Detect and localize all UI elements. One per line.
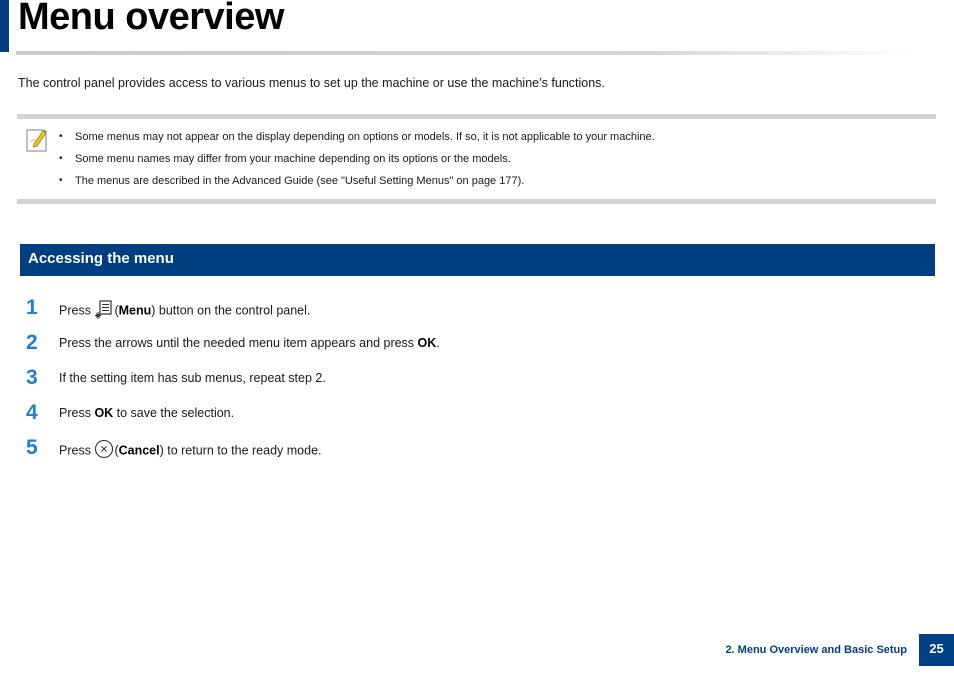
note-list: [59, 126, 655, 192]
note-item: • Some menus may not appear on the display depending on options or models. If so, it is not applicable to your machine.: [59, 126, 655, 148]
step-keyword: OK: [417, 336, 437, 350]
footer-chapter: 2. Menu Overview and Basic Setup: [725, 644, 907, 656]
section-title: Accessing the menu: [28, 250, 174, 267]
step-text: [59, 336, 440, 350]
step-text-prefix: Press: [59, 406, 95, 420]
step-text-suffix: ) button on the control panel.: [151, 303, 311, 318]
cancel-icon: [94, 439, 114, 459]
note-item: • Some menu names may differ from your machine depending on its options or the models.: [59, 148, 655, 170]
note-pencil-icon: [24, 126, 50, 154]
intro-paragraph: The control panel provides access to various menus to set up the machine or use the machine’s functions.: [18, 76, 605, 90]
step-number: 5: [26, 436, 38, 459]
step-number: 4: [26, 401, 38, 424]
step-open-paren: (: [114, 443, 119, 458]
step-text-suffix: .: [436, 336, 440, 350]
menu-icon: [94, 299, 114, 319]
note-box: [17, 114, 936, 204]
step-text: [59, 406, 234, 420]
step-text: [59, 441, 322, 461]
step-text-prefix: Press: [59, 443, 91, 458]
note-item: • The menus are described in the Advanced Guide (see "Useful Setting Menus" on page 177).: [59, 170, 655, 192]
step-number: 1: [26, 296, 38, 319]
step-text-prefix: Press: [59, 303, 91, 318]
step-keyword: Menu: [118, 303, 152, 318]
step-number: 3: [26, 366, 38, 389]
step-keyword: Cancel: [118, 443, 160, 458]
section-header: [20, 244, 935, 276]
step-text-suffix: ) to return to the ready mode.: [159, 443, 322, 458]
step-text: [59, 301, 310, 321]
step-open-paren: (: [114, 303, 119, 318]
step-text-prefix: Press the arrows until the needed menu item appears and press: [59, 336, 418, 350]
step-text: If the setting item has sub menus, repeat step 2.: [59, 371, 326, 385]
step-number: 2: [26, 331, 38, 354]
page-title: Menu overview: [18, 0, 284, 38]
step-text-suffix: to save the selection.: [113, 406, 235, 420]
title-divider: [16, 51, 916, 55]
header-accent-bar: [0, 0, 9, 52]
page-number: 25: [919, 634, 954, 666]
step-keyword: OK: [94, 406, 114, 420]
